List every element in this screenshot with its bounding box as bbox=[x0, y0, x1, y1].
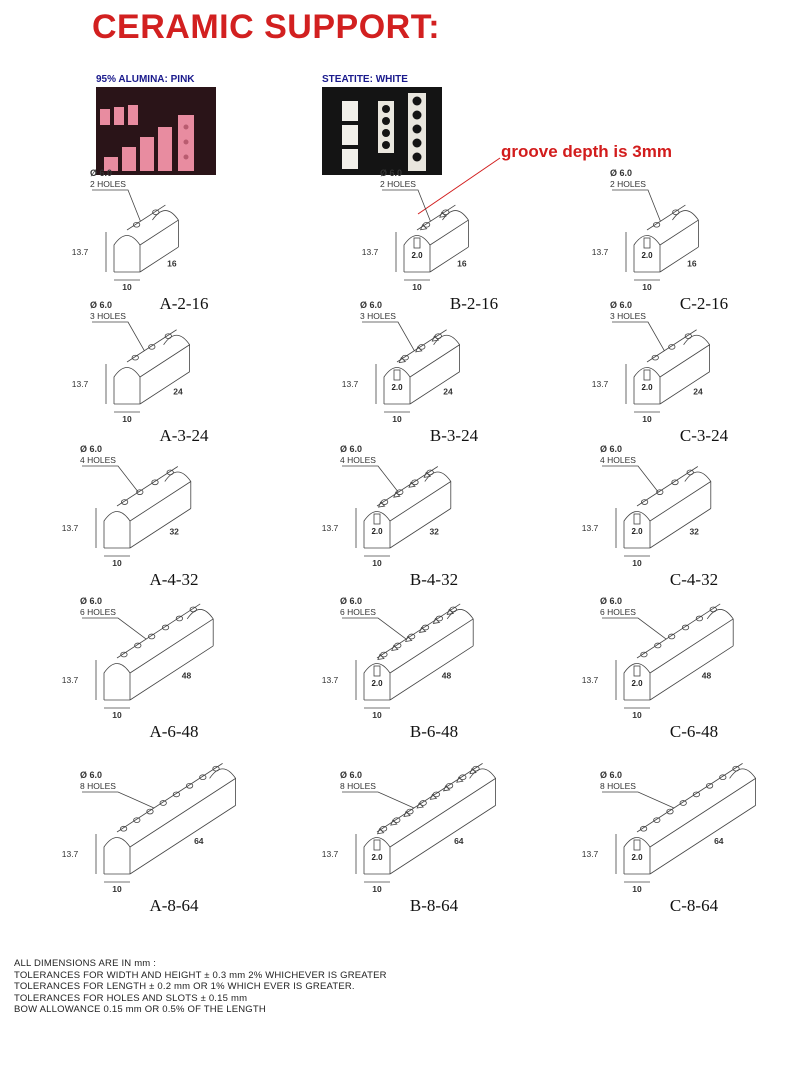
slot-outline bbox=[634, 666, 640, 676]
slot-dimension: 2.0 bbox=[391, 383, 403, 392]
top-edge bbox=[397, 330, 447, 362]
part-b-2-16 bbox=[361, 168, 574, 322]
top-edge bbox=[637, 763, 743, 832]
height-label: 13.7 bbox=[71, 379, 89, 389]
page-title: CERAMIC SUPPORT: bbox=[92, 8, 441, 46]
callout-leader bbox=[342, 618, 406, 639]
part-label: A-8-64 bbox=[149, 896, 199, 915]
holes-label: 2 HOLES bbox=[90, 179, 126, 189]
width-label: 10 bbox=[372, 884, 382, 894]
height-label: 13.7 bbox=[321, 849, 339, 859]
slot-dimension: 2.0 bbox=[641, 383, 653, 392]
length-label: 32 bbox=[169, 526, 179, 537]
callout-leader bbox=[612, 190, 660, 221]
alumina-caption: 95% ALUMINA: PINK bbox=[96, 74, 195, 85]
slot-outline bbox=[634, 840, 640, 850]
top-edge bbox=[117, 763, 223, 832]
width-label: 10 bbox=[642, 414, 652, 424]
width-label: 10 bbox=[372, 710, 382, 720]
part-a-6-48 bbox=[61, 596, 274, 750]
callout-leader bbox=[82, 466, 138, 492]
slot-outline bbox=[634, 514, 640, 524]
part-c-6-48 bbox=[581, 596, 794, 750]
steatite-photo bbox=[322, 74, 442, 175]
part-label: A-6-48 bbox=[149, 722, 199, 741]
callout-leader bbox=[602, 618, 666, 639]
slot-dimension: 2.0 bbox=[411, 251, 423, 260]
part-b-6-48-drawing bbox=[321, 596, 534, 720]
callout-leader bbox=[382, 190, 430, 221]
width-label: 10 bbox=[392, 414, 402, 424]
part-c-2-16 bbox=[591, 168, 800, 322]
slot-dimension: 2.0 bbox=[371, 853, 383, 862]
diameter-label: Ø 6.0 bbox=[610, 300, 633, 310]
width-label: 10 bbox=[632, 884, 642, 894]
diameter-label: Ø 6.0 bbox=[600, 770, 623, 780]
front-profile bbox=[114, 368, 140, 405]
callout-leader bbox=[82, 618, 146, 639]
top-edge bbox=[127, 205, 165, 230]
length-label: 16 bbox=[457, 258, 467, 269]
part-label: A-4-32 bbox=[149, 570, 199, 589]
bottom-edge bbox=[130, 646, 213, 700]
height-label: 13.7 bbox=[581, 523, 599, 533]
holes-label: 4 HOLES bbox=[80, 455, 116, 465]
bottom-edge bbox=[650, 508, 711, 548]
width-label: 10 bbox=[642, 282, 652, 292]
top-edge bbox=[377, 763, 483, 832]
slot-dimension: 2.0 bbox=[641, 251, 653, 260]
length-label: 64 bbox=[194, 836, 204, 847]
part-label: B-6-48 bbox=[409, 722, 459, 741]
bottom-edge bbox=[650, 805, 756, 874]
front-profile bbox=[104, 664, 130, 701]
diameter-label: Ø 6.0 bbox=[340, 444, 363, 454]
part-label: C-3-24 bbox=[679, 426, 729, 445]
part-a-4-32 bbox=[61, 444, 274, 598]
slot-outline bbox=[644, 370, 650, 380]
diameter-label: Ø 6.0 bbox=[80, 596, 103, 606]
bottom-edge bbox=[390, 508, 451, 548]
height-label: 13.7 bbox=[591, 247, 609, 257]
holes-label: 4 HOLES bbox=[340, 455, 376, 465]
width-label: 10 bbox=[122, 414, 132, 424]
height-label: 13.7 bbox=[61, 675, 79, 685]
holes-label: 8 HOLES bbox=[340, 781, 376, 791]
length-label: 24 bbox=[693, 386, 703, 397]
holes-label: 2 HOLES bbox=[610, 179, 646, 189]
part-a-8-64 bbox=[61, 770, 274, 924]
part-b-8-64-drawing bbox=[321, 770, 534, 894]
part-label: A-3-24 bbox=[159, 426, 209, 445]
holes-label: 2 HOLES bbox=[380, 179, 416, 189]
holes-label: 6 HOLES bbox=[600, 607, 636, 617]
slot-dimension: 2.0 bbox=[371, 679, 383, 688]
part-b-6-48 bbox=[321, 596, 534, 750]
width-label: 10 bbox=[412, 282, 422, 292]
steatite-caption: STEATITE: WHITE bbox=[322, 74, 408, 85]
length-label: 64 bbox=[714, 836, 724, 847]
part-a-2-16-drawing bbox=[71, 168, 284, 292]
width-label: 10 bbox=[112, 884, 122, 894]
part-c-6-48-drawing bbox=[581, 596, 794, 720]
part-a-4-32-drawing bbox=[61, 444, 274, 568]
callout-leader bbox=[362, 322, 414, 351]
height-label: 13.7 bbox=[581, 675, 599, 685]
part-c-4-32-drawing bbox=[581, 444, 794, 568]
height-label: 13.7 bbox=[591, 379, 609, 389]
width-label: 10 bbox=[372, 558, 382, 568]
diameter-label: Ø 6.0 bbox=[90, 300, 113, 310]
callout-leader bbox=[82, 792, 154, 808]
slot-dimension: 2.0 bbox=[631, 679, 643, 688]
length-label: 24 bbox=[173, 386, 183, 397]
diameter-label: Ø 6.0 bbox=[80, 444, 103, 454]
holes-label: 8 HOLES bbox=[600, 781, 636, 791]
top-edge bbox=[647, 330, 697, 362]
top-edge bbox=[117, 604, 200, 658]
alumina-photo bbox=[96, 74, 216, 175]
diameter-label: Ø 6.0 bbox=[90, 168, 113, 178]
note-line: TOLERANCES FOR HOLES AND SLOTS ± 0.15 mm bbox=[14, 992, 248, 1004]
length-label: 64 bbox=[454, 836, 464, 847]
part-b-4-32-drawing bbox=[321, 444, 534, 568]
holes-label: 3 HOLES bbox=[360, 311, 396, 321]
alumina-parts-image bbox=[96, 87, 216, 175]
height-label: 13.7 bbox=[361, 247, 379, 257]
slot-outline bbox=[374, 666, 380, 676]
top-edge bbox=[637, 604, 720, 658]
width-label: 10 bbox=[632, 710, 642, 720]
note-line: TOLERANCES FOR WIDTH AND HEIGHT ± 0.3 mm 2% WHICHEVER IS GREATER bbox=[14, 969, 387, 981]
diameter-label: Ø 6.0 bbox=[380, 168, 403, 178]
front-profile bbox=[104, 838, 130, 875]
slot-outline bbox=[374, 840, 380, 850]
note-line: TOLERANCES FOR LENGTH ± 0.2 mm OR 1% WHICH EVER IS GREATER. bbox=[14, 981, 355, 992]
part-label: C-4-32 bbox=[669, 570, 719, 589]
diameter-label: Ø 6.0 bbox=[610, 168, 633, 178]
width-label: 10 bbox=[112, 710, 122, 720]
callout-leader bbox=[342, 466, 398, 492]
height-label: 13.7 bbox=[581, 849, 599, 859]
diameter-label: Ø 6.0 bbox=[340, 770, 363, 780]
length-label: 24 bbox=[443, 386, 453, 397]
part-a-2-16 bbox=[71, 168, 284, 322]
part-a-6-48-drawing bbox=[61, 596, 274, 720]
length-label: 16 bbox=[167, 258, 177, 269]
holes-label: 8 HOLES bbox=[80, 781, 116, 791]
part-label: A-2-16 bbox=[159, 294, 209, 313]
width-label: 10 bbox=[122, 282, 132, 292]
part-label: B-4-32 bbox=[409, 570, 459, 589]
holes-label: 6 HOLES bbox=[80, 607, 116, 617]
slot-dimension: 2.0 bbox=[631, 853, 643, 862]
callout-leader bbox=[602, 792, 674, 808]
part-c-8-64 bbox=[581, 770, 794, 924]
groove-depth-annotation: groove depth is 3mm bbox=[501, 142, 672, 161]
slot-dimension: 2.0 bbox=[371, 527, 383, 536]
height-label: 13.7 bbox=[321, 523, 339, 533]
callout-leader bbox=[92, 190, 140, 221]
part-c-2-16-drawing bbox=[591, 168, 800, 292]
part-c-4-32 bbox=[581, 444, 794, 598]
callout-leader bbox=[612, 322, 664, 351]
part-b-8-64 bbox=[321, 770, 534, 924]
callout-leader bbox=[92, 322, 144, 351]
holes-label: 3 HOLES bbox=[90, 311, 126, 321]
height-label: 13.7 bbox=[341, 379, 359, 389]
diameter-label: Ø 6.0 bbox=[600, 596, 623, 606]
bottom-edge bbox=[390, 805, 496, 874]
steatite-parts-image bbox=[322, 87, 442, 175]
slot-outline bbox=[394, 370, 400, 380]
part-b-4-32 bbox=[321, 444, 534, 598]
slot-outline bbox=[414, 238, 420, 248]
callout-leader bbox=[342, 792, 414, 808]
diameter-label: Ø 6.0 bbox=[80, 770, 103, 780]
callout-leader bbox=[602, 466, 658, 492]
height-label: 13.7 bbox=[71, 247, 89, 257]
part-label: B-8-64 bbox=[409, 896, 459, 915]
part-label: B-2-16 bbox=[449, 294, 499, 313]
holes-label: 6 HOLES bbox=[340, 607, 376, 617]
bottom-edge bbox=[130, 508, 191, 548]
part-label: B-3-24 bbox=[429, 426, 479, 445]
part-label: C-8-64 bbox=[669, 896, 719, 915]
length-label: 32 bbox=[689, 526, 699, 537]
height-label: 13.7 bbox=[61, 523, 79, 533]
front-profile bbox=[104, 512, 130, 549]
part-c-8-64-drawing bbox=[581, 770, 794, 894]
diameter-label: Ø 6.0 bbox=[340, 596, 363, 606]
diameter-label: Ø 6.0 bbox=[360, 300, 383, 310]
holes-label: 4 HOLES bbox=[600, 455, 636, 465]
top-edge bbox=[647, 205, 685, 230]
top-edge bbox=[127, 330, 177, 362]
front-profile bbox=[114, 236, 140, 273]
length-label: 16 bbox=[687, 258, 697, 269]
slot-outline bbox=[644, 238, 650, 248]
height-label: 13.7 bbox=[61, 849, 79, 859]
slot-outline bbox=[374, 514, 380, 524]
part-label: C-2-16 bbox=[679, 294, 729, 313]
length-label: 48 bbox=[701, 670, 712, 681]
length-label: 32 bbox=[429, 526, 439, 537]
tolerance-notes bbox=[14, 958, 387, 1016]
width-label: 10 bbox=[112, 558, 122, 568]
part-b-2-16-drawing bbox=[361, 168, 574, 292]
bottom-edge bbox=[390, 646, 473, 700]
holes-label: 3 HOLES bbox=[610, 311, 646, 321]
part-a-8-64-drawing bbox=[61, 770, 274, 894]
bottom-edge bbox=[650, 646, 733, 700]
slot-dimension: 2.0 bbox=[631, 527, 643, 536]
note-line: BOW ALLOWANCE 0.15 mm OR 0.5% OF THE LENGTH bbox=[14, 1004, 266, 1015]
length-label: 48 bbox=[181, 670, 192, 681]
note-line: ALL DIMENSIONS ARE IN mm : bbox=[14, 958, 157, 969]
width-label: 10 bbox=[632, 558, 642, 568]
top-edge bbox=[377, 604, 460, 658]
height-label: 13.7 bbox=[321, 675, 339, 685]
top-edge bbox=[417, 205, 455, 230]
part-label: C-6-48 bbox=[669, 722, 719, 741]
diameter-label: Ø 6.0 bbox=[600, 444, 623, 454]
bottom-edge bbox=[130, 805, 236, 874]
length-label: 48 bbox=[441, 670, 452, 681]
